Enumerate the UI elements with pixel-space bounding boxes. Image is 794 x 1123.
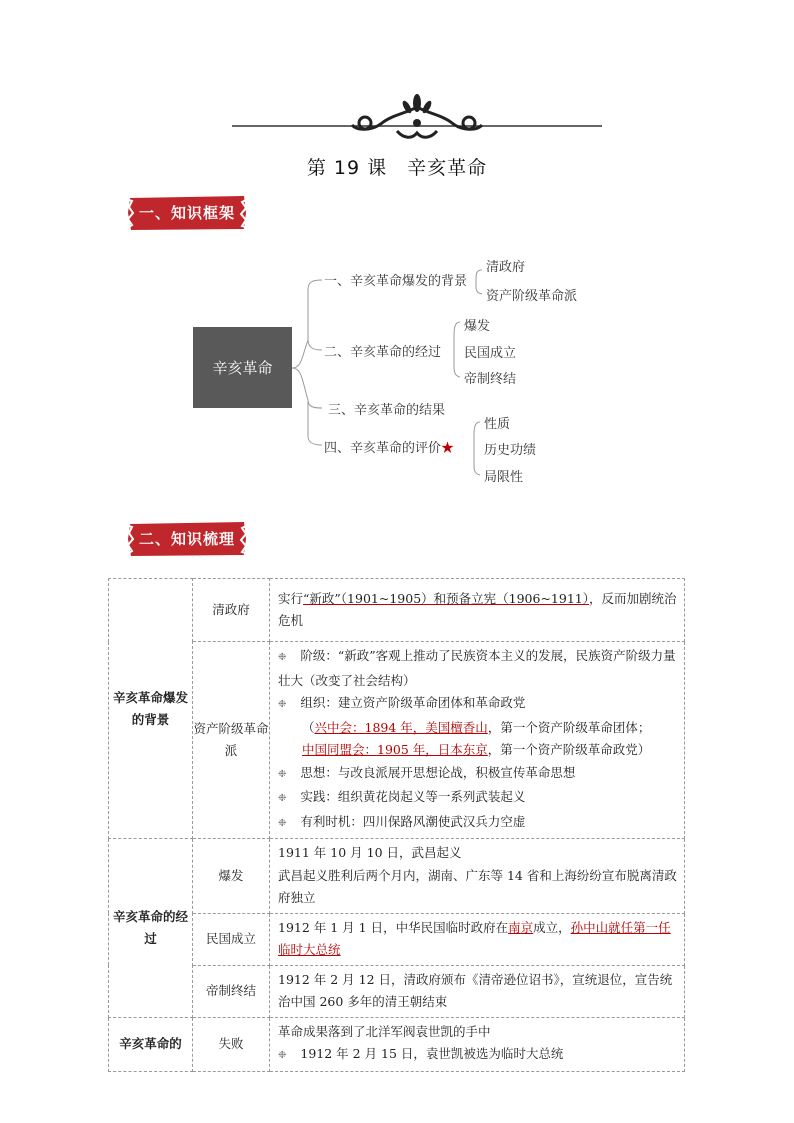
leaf-qing-government: 清政府 bbox=[486, 260, 526, 275]
leaf-achievements: 历史功绩 bbox=[484, 443, 537, 458]
list-item bbox=[278, 786, 678, 811]
text-fragment: ，第一个资产阶级革命政党） bbox=[487, 742, 651, 757]
sub-qing-government: 清政府 bbox=[193, 579, 270, 642]
list-item-text: 有利时机：四川保路风潮使武汉兵力空虚 bbox=[300, 813, 526, 829]
list-item bbox=[278, 739, 678, 762]
text-fragment: 成立， bbox=[533, 919, 571, 935]
underlined-text: 兴中会：1894 年，美国檀香山 bbox=[314, 719, 488, 735]
list-item-text: 实践：组织黄花岗起义等一系列武装起义 bbox=[300, 789, 526, 804]
leaf-roc-founded: 民国成立 bbox=[464, 346, 517, 361]
underlined-text: 南京 bbox=[508, 919, 534, 935]
table-row bbox=[109, 965, 685, 1017]
list-item bbox=[278, 645, 678, 692]
ornament-divider bbox=[232, 93, 602, 143]
text-fragment: ，第一个资产阶级革命团体； bbox=[487, 719, 651, 735]
branch-result: 三、辛亥革命的结果 bbox=[328, 403, 446, 418]
branch-background: 一、辛亥革命爆发的背景 bbox=[324, 274, 468, 289]
bullet-icon: ❉ bbox=[278, 817, 287, 829]
qing-government-detail bbox=[270, 579, 685, 642]
leaf-nature: 性质 bbox=[484, 417, 511, 432]
text-fragment: 1912 年 1 月 1 日，中华民国临时政府在 bbox=[278, 919, 509, 935]
revolutionaries-detail bbox=[270, 642, 685, 839]
topic-result: 辛亥革命的 bbox=[109, 1017, 193, 1071]
mind-map bbox=[190, 250, 610, 490]
banner-label: 一、知识框架 bbox=[138, 204, 235, 222]
leaf-monarchy-end: 帝制终结 bbox=[464, 372, 517, 387]
detail-line: 1911 年 10 月 10 日，武昌起义 bbox=[278, 845, 462, 860]
table-row bbox=[109, 913, 685, 965]
underlined-text: “新政”（1901~1905）和预备立宪（1906~1911） bbox=[303, 590, 589, 606]
branch-evaluation bbox=[324, 437, 454, 456]
list-item bbox=[278, 1043, 678, 1068]
topic-background: 辛亥革命爆发的背景 bbox=[109, 579, 193, 839]
list-item-text: 1912 年 2 月 15 日，袁世凯被选为临时大总统 bbox=[300, 1046, 564, 1061]
sub-revolutionaries: 资产阶级革命派 bbox=[193, 642, 270, 839]
section-banner-framework bbox=[126, 195, 248, 231]
table-row bbox=[109, 579, 685, 642]
list-item-text: 组织：建立资产阶级革命团体和革命政党 bbox=[300, 695, 526, 710]
underlined-text: 中国同盟会：1905 年，日本东京 bbox=[302, 742, 488, 757]
leaf-outbreak: 爆发 bbox=[464, 319, 491, 334]
section-banner-review bbox=[126, 521, 248, 557]
roc-founded-detail bbox=[270, 913, 685, 965]
page-title: 第 19 课 辛亥革命 bbox=[306, 157, 488, 179]
detail-line: 武昌起义胜利后两个月内，湖南、广东等 14 省和上海纷纷宣布脱离清政府独立 bbox=[278, 867, 677, 905]
bullet-icon: ❉ bbox=[278, 652, 287, 663]
banner-label: 二、知识梳理 bbox=[138, 530, 235, 548]
list-item bbox=[278, 717, 678, 740]
branch-course: 二、辛亥革命的经过 bbox=[324, 345, 442, 360]
list-item bbox=[278, 762, 678, 787]
list-item bbox=[278, 811, 678, 836]
text-fragment: 实行 bbox=[278, 590, 304, 606]
leaf-revolutionaries: 资产阶级革命派 bbox=[486, 289, 578, 304]
topic-course: 辛亥革命的经过 bbox=[109, 839, 193, 1018]
monarchy-end-detail: 1912 年 2 月 12 日，清政府颁布《清帝逊位诏书》，宣统退位，宣告统治中国 260 多年的清王朝结束 bbox=[270, 965, 685, 1017]
text-fragment: （ bbox=[302, 719, 315, 735]
sub-failure: 失败 bbox=[193, 1017, 270, 1071]
list-item-text: 阶级：“新政”客观上推动了民族资本主义的发展，民族资产阶级力量壮大（改变了社会结构） bbox=[278, 648, 676, 688]
list-item-text: 思想：与改良派展开思想论战，积极宣传革命思想 bbox=[300, 764, 576, 780]
outbreak-detail bbox=[270, 839, 685, 914]
bullet-icon: ❉ bbox=[278, 793, 287, 804]
table-row bbox=[109, 839, 685, 914]
sub-monarchy-end: 帝制终结 bbox=[193, 965, 270, 1017]
detail-line: 革命成果落到了北洋军阀袁世凯的手中 bbox=[278, 1023, 491, 1039]
sub-roc-founded: 民国成立 bbox=[193, 913, 270, 965]
text-fragment: ，反而加剧统治危机 bbox=[278, 590, 677, 628]
branch-evaluation-label: 四、辛亥革命的评价 bbox=[324, 441, 442, 456]
table-row bbox=[109, 642, 685, 839]
bullet-icon: ❉ bbox=[278, 1050, 287, 1061]
failure-detail bbox=[270, 1017, 685, 1071]
sub-outbreak: 爆发 bbox=[193, 839, 270, 914]
underlined-text: 孙中山就任第一任临时大总统 bbox=[278, 919, 671, 957]
bullet-icon: ❉ bbox=[278, 768, 287, 780]
leaf-limitations: 局限性 bbox=[484, 470, 524, 485]
table-row bbox=[109, 1017, 685, 1071]
list-item bbox=[278, 692, 678, 717]
knowledge-table bbox=[108, 578, 685, 1072]
star-icon: ★ bbox=[441, 441, 455, 456]
bullet-icon: ❉ bbox=[278, 699, 287, 710]
mind-map-root: 辛亥革命 bbox=[193, 327, 292, 408]
